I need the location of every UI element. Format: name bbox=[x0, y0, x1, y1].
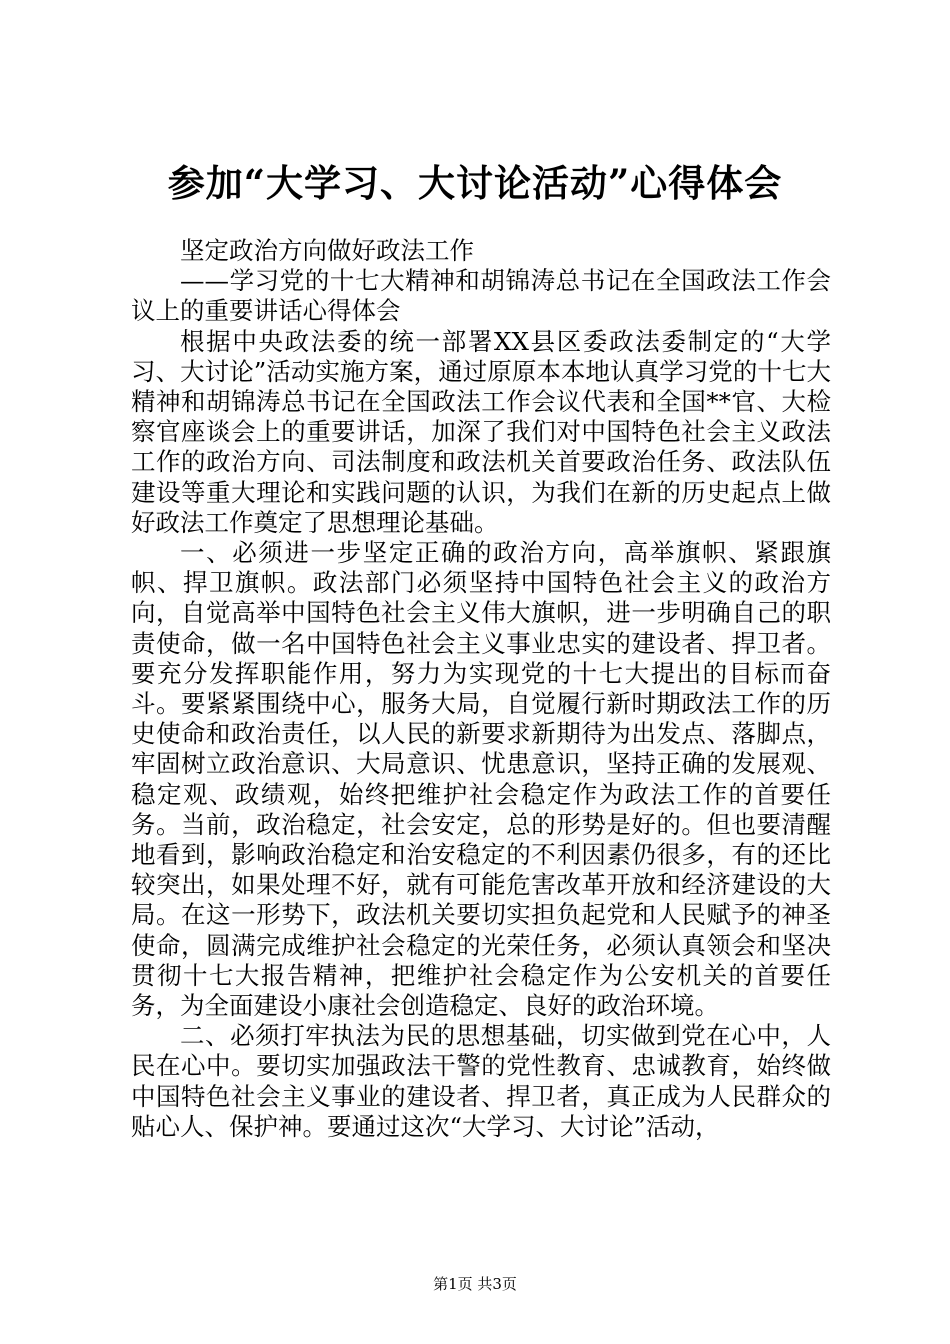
document-body bbox=[131, 236, 831, 1142]
section-one-paragraph: 一、必须进一步坚定正确的政治方向，高举旗帜、紧跟旗帜、捍卫旗帜。政法部门必须坚持中国特色社会主义的政治方向，自觉高举中国特色社会主义伟大旗帜，进一步明确自己的职责使命，做一名中国特色社会主义事业忠实的建设者、捍卫者。要充分发挥职能作用，努力为实现党的十七大提出的目标而奋斗。要紧紧围绕中心，服务大局，自觉履行新时期政法工作的历史使命和政治责任，以人民的新要求新期待为出发点、落脚点，牢固树立政治意识、大局意识、忧患意识，坚持正确的发展观、稳定观、政绩观，始终把维护社会稳定作为政法工作的首要任务。当前，政治稳定，社会安定，总的形势是好的。但也要清醒地看到，影响政治稳定和治安稳定的不利因素仍很多，有的还比较突出，如果处理不好，就有可能危害改革开放和经济建设的大局。在这一形势下，政法机关要切实担负起党和人民赋予的神圣使命，圆满完成维护社会稳定的光荣任务，必须认真领会和坚决贯彻十七大报告精神，把维护社会稳定作为公安机关的首要任务，为全面建设小康社会创造稳定、良好的政治环境。 bbox=[131, 538, 831, 1021]
subheading-paragraph: ——学习党的十七大精神和胡锦涛总书记在全国政法工作会议上的重要讲话心得体会 bbox=[131, 266, 831, 326]
page-footer: 第1页 共3页 bbox=[433, 1275, 517, 1293]
section-two-paragraph: 二、必须打牢执法为民的思想基础，切实做到党在心中，人民在心中。要切实加强政法干警的党性教育、忠诚教育，始终做中国特色社会主义事业的建设者、捍卫者，真正成为人民群众的贴心人、保护神。要通过这次“大学习、大讨论”活动， bbox=[131, 1021, 831, 1141]
intro-paragraph: 根据中央政法委的统一部署XX县区委政法委制定的“大学习、大讨论”活动实施方案，通过原原本本地认真学习党的十七大精神和胡锦涛总书记在全国政法工作会议代表和全国**官、大检察官座谈会上的重要讲话，加深了我们对中国特色社会主义政法工作的政治方向、司法制度和政法机关首要政治任务、政法队伍建设等重大理论和实践问题的认识，为我们在新的历史起点上做好政法工作奠定了思想理论基础。 bbox=[131, 326, 831, 537]
document-title: 参加“大学习、大讨论活动”心得体会 bbox=[167, 161, 783, 205]
subtitle-paragraph: 坚定政治方向做好政法工作 bbox=[180, 236, 474, 265]
